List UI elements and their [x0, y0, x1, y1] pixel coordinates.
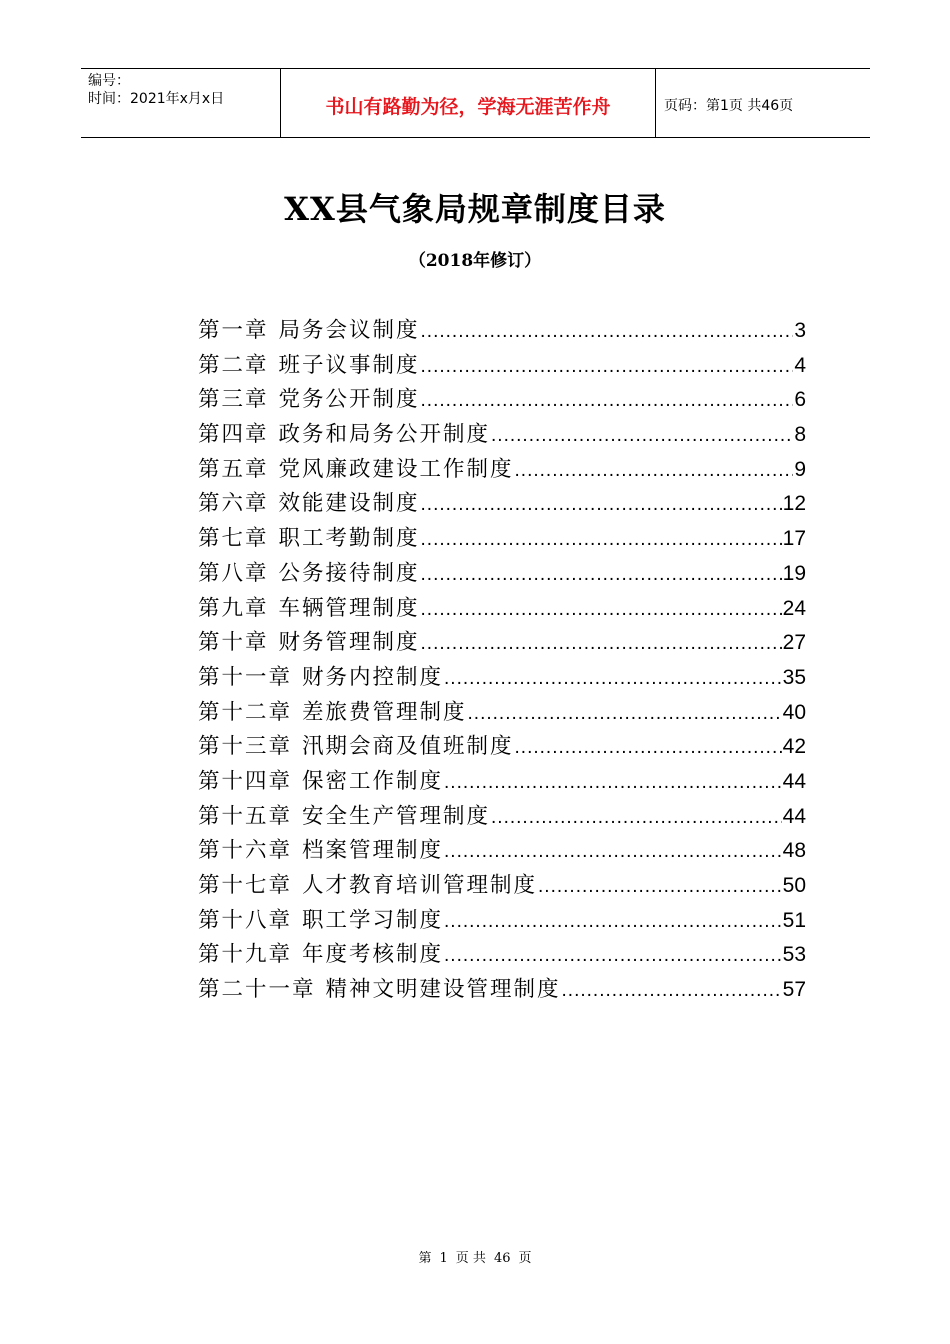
toc-chapter-number: 第六章 — [198, 491, 269, 517]
document-time-label: 时间：2021年x月x日 — [88, 91, 225, 107]
toc-chapter-title: 财务内控制度 — [302, 664, 444, 690]
toc-entry[interactable] — [198, 313, 806, 348]
toc-chapter-number: 第五章 — [198, 456, 269, 482]
toc-chapter-number: 第十九章 — [198, 942, 293, 968]
header-page-info: 页码：第1页 共46页 — [664, 97, 794, 114]
toc-dot-leader — [444, 668, 782, 690]
toc-chapter-title: 安全生产管理制度 — [302, 803, 491, 829]
toc-page-number: 44 — [782, 804, 806, 828]
toc-page-number: 12 — [782, 492, 806, 516]
toc-chapter-title: 职工学习制度 — [302, 907, 444, 933]
toc-chapter-number: 第七章 — [198, 526, 269, 552]
toc-entry[interactable] — [198, 695, 806, 730]
toc-entry[interactable] — [198, 348, 806, 383]
toc-page-number: 27 — [782, 631, 806, 655]
toc-dot-leader — [421, 494, 782, 516]
toc-page-number: 40 — [782, 700, 806, 724]
toc-chapter-title: 局务会议制度 — [278, 318, 420, 343]
toc-chapter-number: 第四章 — [198, 422, 269, 448]
toc-chapter-title: 人才教育培训管理制度 — [302, 873, 538, 898]
toc-chapter-title: 年度考核制度 — [302, 942, 444, 968]
toc-entry[interactable] — [198, 868, 806, 903]
toc-chapter-number: 第八章 — [198, 560, 269, 586]
toc-dot-leader — [421, 633, 782, 655]
toc-page-number: 42 — [782, 735, 806, 759]
footer-prefix: 第 — [418, 1251, 432, 1266]
toc-page-number: 48 — [782, 839, 806, 863]
toc-dot-leader — [491, 807, 782, 829]
toc-chapter-number: 第十八章 — [198, 907, 293, 933]
toc-dot-leader — [562, 980, 782, 1002]
toc-chapter-title: 班子议事制度 — [278, 352, 420, 378]
toc-page-number: 44 — [782, 769, 806, 793]
toc-chapter-title: 汛期会商及值班制度 — [302, 734, 514, 760]
toc-chapter-number: 第十六章 — [198, 838, 293, 864]
header-motto: 书山有路勤为径，学海无涯苦作舟 — [325, 95, 611, 118]
toc-dot-leader — [421, 356, 794, 378]
toc-page-number: 9 — [794, 457, 806, 481]
toc-page-number: 4 — [794, 353, 806, 377]
toc-chapter-number: 第十四章 — [198, 768, 293, 794]
toc-dot-leader — [444, 945, 782, 967]
toc-chapter-title: 政务和局务公开制度 — [278, 422, 491, 448]
toc-chapter-number: 第十三章 — [198, 734, 293, 760]
footer-total-pages: 46 — [493, 1251, 511, 1266]
toc-chapter-number: 第十一章 — [198, 664, 293, 690]
toc-page-number: 3 — [794, 319, 806, 342]
toc-chapter-title: 党务公开制度 — [278, 387, 420, 413]
toc-page-number: 6 — [794, 388, 806, 412]
document-number-label: 编号： — [88, 73, 130, 89]
toc-page-number: 50 — [782, 874, 806, 897]
toc-dot-leader — [421, 599, 782, 621]
toc-chapter-title: 财务管理制度 — [278, 630, 420, 656]
toc-entry[interactable] — [198, 764, 806, 799]
toc-chapter-title: 职工考勤制度 — [278, 526, 420, 552]
toc-entry[interactable] — [198, 625, 806, 660]
toc-chapter-title: 公务接待制度 — [278, 560, 420, 586]
page-footer — [0, 1247, 950, 1266]
toc-chapter-title: 保密工作制度 — [302, 768, 444, 794]
footer-middle: 页 共 — [455, 1251, 486, 1266]
toc-dot-leader — [468, 703, 782, 725]
toc-entry[interactable] — [198, 903, 806, 938]
header-motto-cell — [281, 69, 656, 137]
toc-entry[interactable] — [198, 452, 806, 487]
toc-chapter-number: 第一章 — [198, 318, 269, 343]
toc-dot-leader — [444, 772, 782, 794]
toc-chapter-title: 效能建设制度 — [278, 491, 420, 517]
toc-page-number: 53 — [782, 943, 806, 967]
toc-entry[interactable] — [198, 660, 806, 695]
header-page-cell — [656, 69, 870, 137]
header-table — [81, 68, 870, 138]
toc-dot-leader — [491, 425, 793, 447]
toc-chapter-title: 车辆管理制度 — [278, 595, 420, 621]
toc-chapter-number: 第三章 — [198, 387, 269, 413]
toc-page-number: 8 — [794, 423, 806, 447]
toc-page-number: 57 — [782, 978, 806, 1002]
toc-chapter-title: 精神文明建设管理制度 — [325, 977, 561, 1003]
toc-chapter-title: 档案管理制度 — [302, 838, 444, 864]
toc-chapter-number: 第十章 — [198, 630, 269, 656]
footer-suffix: 页 — [518, 1251, 532, 1266]
toc-page-number: 17 — [782, 527, 806, 551]
toc-chapter-number: 第十五章 — [198, 803, 293, 829]
toc-entry[interactable] — [198, 729, 806, 764]
document-subtitle: （2018年修订） — [408, 251, 542, 271]
header-meta-cell — [81, 69, 281, 137]
toc-page-number: 24 — [782, 596, 806, 620]
toc-chapter-number: 第二十一章 — [198, 977, 316, 1003]
toc-dot-leader — [515, 737, 782, 759]
toc-page-number: 51 — [782, 908, 806, 932]
toc-entry[interactable] — [198, 521, 806, 556]
toc-chapter-title: 差旅费管理制度 — [302, 699, 467, 725]
toc-dot-leader — [538, 876, 782, 898]
toc-entry[interactable] — [198, 799, 806, 834]
document-title: XX县气象局规章制度目录 — [284, 190, 666, 228]
footer-current-page: 1 — [439, 1251, 448, 1266]
toc-dot-leader — [421, 564, 782, 586]
toc-chapter-number: 第二章 — [198, 352, 269, 378]
toc-entry[interactable] — [198, 556, 806, 591]
toc-dot-leader — [421, 321, 794, 343]
toc-entry[interactable] — [198, 833, 806, 868]
toc-page-number: 19 — [782, 561, 806, 585]
toc-entry[interactable] — [198, 937, 806, 972]
toc-dot-leader — [444, 841, 782, 863]
toc-dot-leader — [421, 390, 794, 412]
toc-entry[interactable] — [198, 591, 806, 626]
toc-dot-leader — [515, 460, 794, 482]
toc-chapter-number: 第十二章 — [198, 699, 293, 725]
toc-entry[interactable] — [198, 486, 806, 521]
toc-entry[interactable] — [198, 417, 806, 452]
toc-chapter-number: 第十七章 — [198, 873, 293, 898]
toc-chapter-title: 党风廉政建设工作制度 — [278, 456, 514, 482]
toc-chapter-number: 第九章 — [198, 595, 269, 621]
toc-page-number: 35 — [782, 665, 806, 689]
table-of-contents — [198, 313, 806, 1007]
toc-dot-leader — [444, 911, 782, 933]
toc-dot-leader — [421, 529, 782, 551]
toc-entry[interactable] — [198, 382, 806, 417]
toc-entry[interactable] — [198, 972, 806, 1007]
